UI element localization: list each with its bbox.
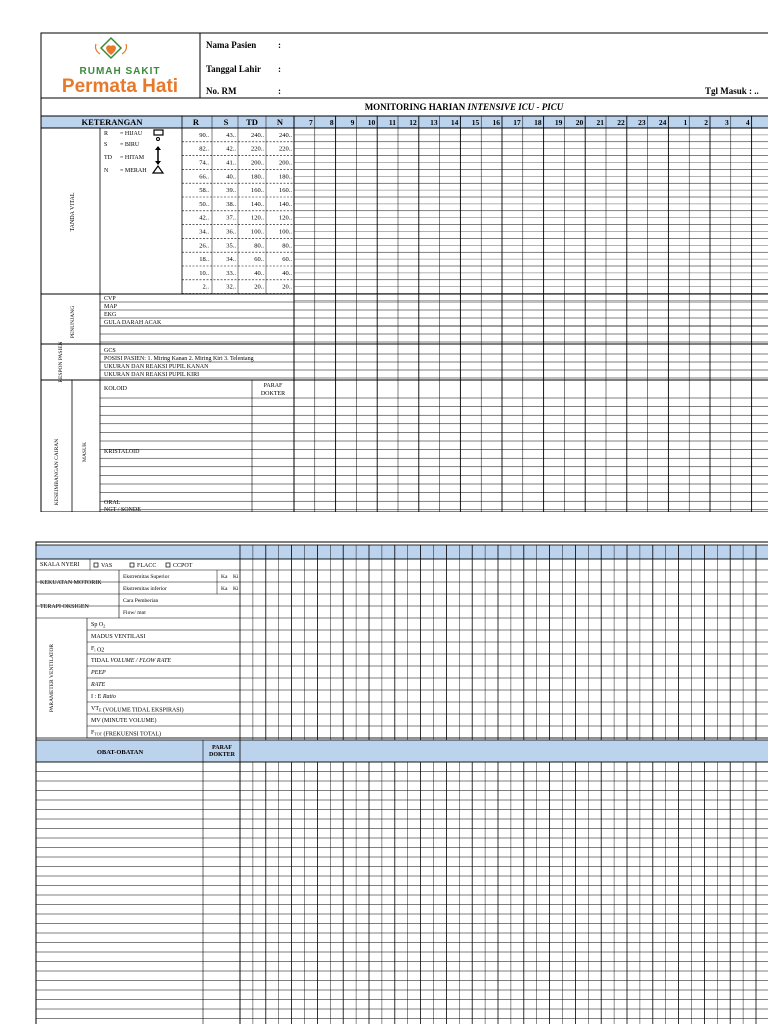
scale-td-value: 160..	[251, 187, 264, 195]
logo-line-2: Permata Hati	[61, 76, 179, 97]
svg-text:= BIRU: = BIRU	[120, 142, 140, 148]
hour-header-10: 10	[367, 118, 376, 127]
scale-td-value: 220..	[251, 145, 264, 153]
ventilator-row-label: MV (MINUTE VOLUME)	[91, 718, 157, 724]
monitoring-sheet-page-2	[35, 541, 768, 1024]
rectangle-symbol-icon	[154, 130, 163, 135]
masuk-label: MASUK	[82, 442, 88, 462]
hour-header-8: 8	[329, 118, 334, 127]
hour-header-13: 13	[430, 118, 438, 127]
scale-td-value: 120..	[251, 214, 264, 222]
oral-label: ORAL	[104, 500, 121, 506]
scale-n-value: 240..	[279, 131, 292, 139]
hour-header-16: 16	[492, 118, 500, 127]
hour-header-12: 12	[409, 118, 417, 127]
ngt-label: NGT / SONDE	[104, 507, 141, 512]
scale-s-value: 36..	[226, 228, 236, 236]
hours-header-band	[36, 545, 768, 559]
paraf-label: PARAF	[263, 383, 283, 389]
admission-date-label: Tgl Masuk : ..	[705, 86, 759, 96]
scale-s-value: 34..	[226, 256, 236, 264]
svg-text:TD: TD	[104, 155, 112, 161]
hour-header-3: 3	[725, 118, 729, 127]
respon-row-label: GCS	[104, 348, 116, 354]
vital-legend	[104, 130, 163, 174]
hour-header-21: 21	[596, 118, 604, 127]
svg-text:= HITAM: = HITAM	[120, 155, 145, 161]
scale-td-value: 100..	[251, 228, 264, 236]
svg-text::: :	[278, 86, 281, 96]
ventilator-row-label: $F_i$ O2	[91, 646, 105, 654]
scale-r-value: 50..	[199, 200, 209, 208]
scale-td-value: 240..	[251, 131, 264, 139]
scale-r-value: 82..	[199, 145, 209, 153]
scale-n-value: 100..	[279, 228, 292, 236]
scale-n-value: 60..	[282, 256, 292, 264]
scale-r-value: 42..	[199, 214, 209, 222]
pain-option-label: VAS	[101, 563, 113, 569]
pain-option-checkbox[interactable]	[130, 563, 134, 567]
scale-td-value: 60..	[254, 256, 264, 264]
hour-header-2: 2	[704, 118, 708, 127]
motor-strength-label: KEKUATAN MOTORIK	[40, 580, 102, 586]
ventilator-row-label: MADUS VENTILASI	[91, 634, 146, 640]
svg-text:TD: TD	[246, 117, 258, 127]
scale-r-value: 18..	[199, 256, 209, 264]
dokter-label: DOKTER	[260, 391, 286, 397]
obat-header-band	[36, 740, 768, 762]
scale-r-value: 26..	[199, 242, 209, 250]
hour-header-18: 18	[534, 118, 542, 127]
svg-text:S: S	[223, 117, 229, 127]
vital-signs-label: TANDA VITAL	[70, 192, 76, 232]
svg-text:Ka: Ka	[221, 586, 228, 592]
scale-r-value: 58..	[199, 187, 209, 195]
svg-text:PARAF: PARAF	[212, 745, 232, 751]
pain-option-checkbox[interactable]	[166, 563, 170, 567]
ventilator-row-label: TIDAL VOLUME / FLOW RATE	[91, 658, 172, 664]
scale-n-value: 200..	[279, 159, 292, 167]
svg-text:R: R	[104, 131, 109, 137]
scale-s-value: 39..	[226, 187, 236, 195]
dot-symbol-icon	[157, 138, 160, 141]
scale-n-value: 180..	[279, 173, 292, 181]
scale-s-value: 41..	[226, 159, 236, 167]
scale-s-value: 38..	[226, 200, 236, 208]
scale-td-value: 20..	[254, 283, 264, 291]
scale-n-value: 40..	[282, 269, 292, 277]
pain-option-label: FLACC	[137, 563, 157, 569]
svg-text:S: S	[104, 142, 108, 148]
scale-r-value: 74..	[199, 159, 209, 167]
scale-n-value: 220..	[279, 145, 292, 153]
scale-s-value: 37..	[226, 214, 236, 222]
scale-n-value: 120..	[279, 214, 292, 222]
svg-text:R: R	[192, 117, 200, 127]
scale-td-value: 180..	[251, 173, 264, 181]
hour-header-1: 1	[683, 118, 688, 127]
birth-date-label: Tanggal Lahir	[206, 64, 261, 74]
ventilator-row-label: PEEP	[91, 670, 106, 676]
hour-header-23: 23	[638, 118, 646, 127]
hour-header-24: 24	[658, 118, 667, 127]
svg-text:DOKTER: DOKTER	[208, 752, 236, 758]
scale-s-value: 43..	[226, 131, 236, 139]
scale-n-value: 80..	[282, 242, 292, 250]
scale-r-value: 2..	[202, 283, 209, 291]
scale-r-value: 66..	[199, 173, 209, 181]
hour-header-11: 11	[388, 118, 396, 127]
respon-row-label: UKURAN DAN REAKSI PUPIL KANAN	[104, 364, 209, 370]
pain-option-checkbox[interactable]	[94, 563, 98, 567]
scale-n-value: 160..	[279, 187, 292, 195]
hour-header-20: 20	[575, 118, 584, 127]
penunjang-row-label: CVP	[104, 296, 116, 302]
penunjang-row-label: GULA DARAH ACAK	[104, 320, 162, 326]
respon-row-label: POSISI PASIEN: 1. Miring Kanan 2. Miring Kiri 3. Telentang	[104, 356, 254, 362]
keterangan-header: KETERANGAN	[81, 117, 143, 127]
scale-r-value: 10..	[199, 269, 209, 277]
hour-header-4: 4	[745, 118, 750, 127]
respon-label: RESPON PASIEN	[58, 341, 64, 383]
svg-text::: :	[278, 64, 281, 74]
hospital-logo	[62, 38, 178, 97]
scale-s-value: 32..	[226, 283, 236, 291]
heart-hands-icon	[96, 38, 127, 58]
svg-text::: :	[278, 40, 281, 50]
scale-td-value: 200..	[251, 159, 264, 167]
hour-header-17: 17	[513, 118, 521, 127]
penunjang-label: PENUNJANG	[70, 305, 76, 339]
scale-r-value: 34..	[199, 228, 209, 236]
respon-row-label: UKURAN DAN REAKSI PUPIL KIRI	[104, 372, 200, 378]
patient-name-label: Nama Pasien	[206, 40, 257, 50]
scale-td-value: 140..	[251, 200, 264, 208]
hour-header-15: 15	[471, 118, 480, 127]
hour-header-22: 22	[617, 118, 625, 127]
cairan-label: KESEIMBANGAN CAIRAN	[54, 438, 60, 506]
ventilator-row-label: Sp $O_2$	[91, 622, 106, 629]
double-arrow-icon	[155, 146, 161, 165]
oxygen-row-label: Flow/ mnt	[123, 610, 146, 616]
svg-text:= MERAH: = MERAH	[120, 168, 147, 174]
svg-text:Ki: Ki	[233, 574, 239, 580]
oxygen-row-label: Cara Pemberian	[123, 598, 159, 604]
obat-obatan-label: OBAT-OBATAN	[96, 749, 144, 756]
ventilator-row-label: $F_{TOT}$ (FREKUENSI TOTAL)	[91, 730, 162, 738]
monitoring-sheet-page-1	[40, 32, 768, 512]
motor-row-label: Ekstremitas inferior	[123, 586, 167, 592]
scale-td-value: 80..	[254, 242, 264, 250]
pain-option-label: CCPOT	[173, 563, 193, 569]
ventilator-label: PARAMETER VENTILATOR	[49, 643, 55, 713]
medical-record-label: No. RM	[206, 86, 237, 96]
hour-header-19: 19	[554, 118, 563, 127]
triangle-symbol-icon	[153, 166, 163, 173]
svg-text:= HIJAU: = HIJAU	[120, 131, 143, 137]
logo-line-1: RUMAH SAKIT	[79, 66, 161, 77]
hour-header-9: 9	[350, 118, 355, 127]
hour-header-14: 14	[450, 118, 459, 127]
ventilator-row-label: $VT_E$ (VOLUME TIDAL EKSPIRASI)	[91, 706, 184, 714]
penunjang-row-label: EKG	[104, 312, 117, 318]
scale-s-value: 42..	[226, 145, 236, 153]
svg-text:N: N	[276, 117, 284, 127]
svg-text:N: N	[104, 168, 109, 174]
penunjang-row-label: MAP	[104, 304, 118, 310]
scale-r-value: 90..	[199, 131, 209, 139]
scale-td-value: 40..	[254, 269, 264, 277]
koloid-label: KOLOID	[104, 386, 127, 392]
svg-text:Ki: Ki	[233, 586, 239, 592]
scale-s-value: 33..	[226, 269, 236, 277]
ventilator-row-label: RATE	[91, 682, 106, 688]
svg-text:Ka: Ka	[221, 574, 228, 580]
motor-row-label: Ekstremitas Superior	[123, 574, 170, 580]
scale-n-value: 20..	[282, 283, 292, 291]
sheet-title: MONITORING HARIAN INTENSIVE ICU - PICU	[364, 102, 564, 112]
ventilator-row-label: I : E Ratio	[91, 694, 116, 700]
kristaloid-label: KRISTALOID	[104, 449, 140, 455]
scale-n-value: 140..	[279, 200, 292, 208]
scale-s-value: 40..	[226, 173, 236, 181]
oxygen-therapy-label: TERAPI OKSIGEN	[40, 604, 89, 610]
hour-header-7: 7	[309, 118, 313, 127]
scale-s-value: 35..	[226, 242, 236, 250]
pain-scale-label: SKALA NYERI	[40, 562, 80, 568]
